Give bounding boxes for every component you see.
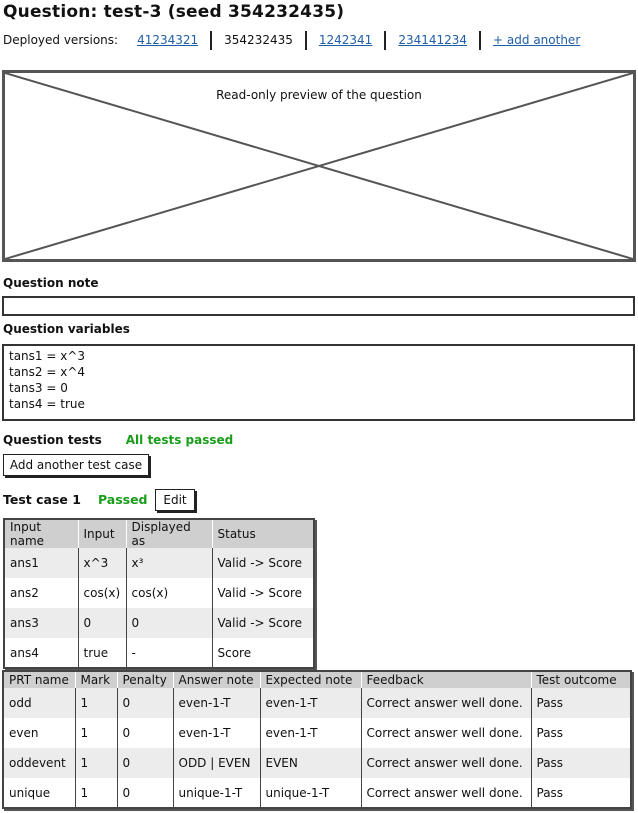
version-link-1242341[interactable]: 1242341 bbox=[318, 33, 373, 47]
table-cell: x³ bbox=[126, 548, 212, 578]
table-cell: Valid -> Score bbox=[212, 578, 314, 608]
variable-line: tans2 = x^4 bbox=[9, 365, 86, 379]
table-cell: odd bbox=[3, 688, 75, 718]
divider bbox=[384, 31, 386, 50]
table-row bbox=[4, 578, 314, 608]
column-header: Mark bbox=[75, 671, 117, 688]
column-header: Answer note bbox=[173, 671, 260, 688]
table-cell: ans4 bbox=[4, 638, 78, 668]
table-cell: even-1-T bbox=[260, 688, 361, 718]
version-current: 354232435 bbox=[224, 33, 293, 47]
question-variables-box bbox=[2, 344, 635, 421]
table-cell: 0 bbox=[126, 608, 212, 638]
question-note-heading: Question note bbox=[3, 276, 99, 290]
preview-caption: Read-only preview of the question bbox=[216, 88, 422, 102]
column-header: Test outcome bbox=[531, 671, 631, 688]
table-cell: Pass bbox=[531, 748, 631, 778]
page-title: Question: test-3 (seed 354232435) bbox=[3, 2, 345, 22]
test-case-heading: Test case 1 bbox=[3, 492, 81, 507]
table-cell: unique-1-T bbox=[173, 778, 260, 808]
table-cell: 0 bbox=[117, 688, 173, 718]
table-cell: EVEN bbox=[260, 748, 361, 778]
table-row bbox=[3, 718, 631, 748]
table-cell: even-1-T bbox=[260, 718, 361, 748]
divider bbox=[210, 31, 212, 50]
table-cell: Pass bbox=[531, 778, 631, 808]
question-note-field bbox=[2, 296, 635, 316]
table-cell: ans2 bbox=[4, 578, 78, 608]
column-header: Penalty bbox=[117, 671, 173, 688]
question-preview bbox=[2, 70, 636, 262]
table-cell: unique bbox=[3, 778, 75, 808]
column-header: Input name bbox=[4, 519, 78, 548]
table-cell: cos(x) bbox=[126, 578, 212, 608]
table-cell: 1 bbox=[75, 688, 117, 718]
table-cell: Pass bbox=[531, 718, 631, 748]
column-header: Displayed as bbox=[126, 519, 212, 548]
table-cell: Correct answer well done. bbox=[361, 778, 531, 808]
column-header: Input bbox=[78, 519, 126, 548]
question-variables-heading: Question variables bbox=[3, 322, 130, 336]
version-link-234141234[interactable]: 234141234 bbox=[398, 33, 468, 47]
table-row bbox=[4, 638, 314, 668]
tests-status: All tests passed bbox=[125, 433, 234, 447]
table-cell: oddevent bbox=[3, 748, 75, 778]
table-cell: 1 bbox=[75, 778, 117, 808]
table-cell: 0 bbox=[78, 608, 126, 638]
table-cell: Correct answer well done. bbox=[361, 718, 531, 748]
add-test-case-button[interactable]: Add another test case bbox=[3, 454, 149, 476]
question-tests-heading: Question tests bbox=[3, 433, 102, 447]
table-cell: - bbox=[126, 638, 212, 668]
table-row bbox=[4, 548, 314, 578]
table-cell: cos(x) bbox=[78, 578, 126, 608]
deployed-versions-label: Deployed versions: bbox=[3, 33, 119, 47]
table-cell: Score bbox=[212, 638, 314, 668]
variable-line: tans4 = true bbox=[9, 397, 85, 411]
table-cell: 0 bbox=[117, 748, 173, 778]
table-cell: 1 bbox=[75, 748, 117, 778]
table-cell: ODD | EVEN bbox=[173, 748, 260, 778]
table-cell: 0 bbox=[117, 778, 173, 808]
column-header: Feedback bbox=[361, 671, 531, 688]
variable-line: tans3 = 0 bbox=[9, 381, 68, 395]
prt-table bbox=[2, 670, 632, 809]
table-row bbox=[3, 778, 631, 808]
version-link-41234321[interactable]: 41234321 bbox=[137, 33, 199, 47]
test-case-header bbox=[3, 492, 148, 507]
inputs-table bbox=[3, 518, 315, 669]
table-cell: true bbox=[78, 638, 126, 668]
table-cell: even-1-T bbox=[173, 688, 260, 718]
table-cell: Valid -> Score bbox=[212, 548, 314, 578]
table-cell: ans1 bbox=[4, 548, 78, 578]
table-row bbox=[3, 688, 631, 718]
table-row bbox=[3, 748, 631, 778]
table-cell: Correct answer well done. bbox=[361, 748, 531, 778]
table-cell: Correct answer well done. bbox=[361, 688, 531, 718]
test-case-status: Passed bbox=[97, 492, 148, 507]
divider bbox=[479, 31, 481, 50]
table-cell: even-1-T bbox=[173, 718, 260, 748]
deployed-versions bbox=[3, 30, 589, 50]
column-header: PRT name bbox=[3, 671, 75, 688]
table-cell: 0 bbox=[117, 718, 173, 748]
table-cell: even bbox=[3, 718, 75, 748]
column-header: Expected note bbox=[260, 671, 361, 688]
add-another-version-link[interactable]: + add another bbox=[493, 33, 581, 47]
table-cell: x^3 bbox=[78, 548, 126, 578]
table-cell: 1 bbox=[75, 718, 117, 748]
divider bbox=[305, 31, 307, 50]
table-cell: ans3 bbox=[4, 608, 78, 638]
variable-line: tans1 = x^3 bbox=[9, 349, 86, 363]
question-tests-header bbox=[3, 433, 233, 447]
edit-test-case-button[interactable]: Edit bbox=[155, 489, 195, 511]
table-cell: unique-1-T bbox=[260, 778, 361, 808]
column-header: Status bbox=[212, 519, 314, 548]
table-cell: Valid -> Score bbox=[212, 608, 314, 638]
table-cell: Pass bbox=[531, 688, 631, 718]
table-row bbox=[4, 608, 314, 638]
